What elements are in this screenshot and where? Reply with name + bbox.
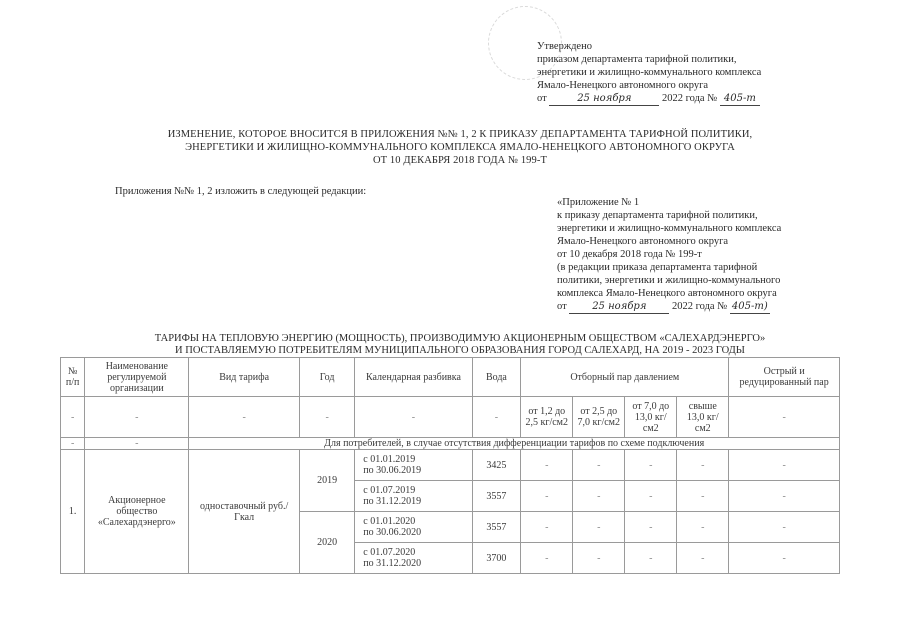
dash-cell: - — [85, 438, 189, 450]
tariff-table — [60, 357, 840, 574]
water-value: 3700 — [472, 543, 521, 574]
header-steam: Отборный пар давлением — [521, 358, 729, 397]
annex-line: от 10 декабря 2018 года № 199-т — [557, 249, 702, 260]
dash-cell: - — [677, 481, 729, 512]
dash-cell: - — [299, 397, 354, 438]
year-cell: 2020 — [299, 512, 354, 574]
year-cell: 2019 — [299, 450, 354, 512]
approval-year-text: 2022 года № — [661, 93, 718, 104]
title-line: ЭНЕРГЕТИКИ И ЖИЛИЩНО-КОММУНАЛЬНОГО КОМПЛЕКСА ЯМАЛО-НЕНЕЦКОГО АВТОНОМНОГО ОКРУГА — [185, 142, 735, 153]
annex-line: Ямало-Ненецкого автономного округа — [557, 236, 729, 247]
annex-line: «Приложение № 1 — [557, 197, 640, 208]
period-to: по 30.06.2019 — [363, 465, 422, 476]
dash-cell: - — [729, 397, 840, 438]
dash-cell: - — [85, 397, 189, 438]
period-to: по 31.12.2020 — [363, 558, 422, 569]
table-title-line: И ПОСТАВЛЯЕМУЮ ПОТРЕБИТЕЛЯМ МУНИЦИПАЛЬНОГО ОБРАЗОВАНИЯ ГОРОД САЛЕХАРД, НА 2019 - 2023 ГОДЫ — [175, 345, 745, 356]
annex-date-handwritten: 25 ноября — [569, 300, 669, 314]
dash-cell: - — [729, 481, 840, 512]
dash-cell: - — [729, 512, 840, 543]
dash-cell: - — [61, 397, 85, 438]
title-line: ОТ 10 ДЕКАБРЯ 2018 ГОДА № 199-Т — [372, 155, 547, 166]
intro-text: Приложения №№ 1, 2 изложить в следующей редакции: — [115, 186, 367, 197]
annex-date-line — [557, 300, 877, 314]
approval-line: Утверждено — [537, 41, 592, 52]
period-to: по 30.06.2020 — [363, 527, 422, 538]
dash-cell: - — [677, 543, 729, 574]
annex-line: комплекса Ямало-Ненецкого автономного округа — [557, 288, 777, 299]
dash-cell: - — [729, 450, 840, 481]
org-name: Акционерное общество «Салехардэнерго» — [85, 450, 189, 574]
header-tariff-type: Вид тарифа — [189, 358, 300, 397]
dash-cell: - — [625, 481, 677, 512]
approval-date-prefix: от — [537, 93, 547, 104]
title-line: ИЗМЕНЕНИЕ, КОТОРОЕ ВНОСИТСЯ В ПРИЛОЖЕНИЯ №№ 1, 2 К ПРИКАЗУ ДЕПАРТАМЕНТА ТАРИФНОЙ ПОЛИТИКИ, — [167, 129, 753, 140]
pressure-range-2: от 2,5 до 7,0 кг/см2 — [573, 397, 625, 438]
header-year: Год — [299, 358, 354, 397]
header-num: № п/п — [61, 358, 85, 397]
calendar-period — [355, 481, 472, 512]
calendar-period — [355, 543, 472, 574]
table-title — [60, 333, 860, 357]
dash-cell: - — [521, 512, 573, 543]
annex-line: политики, энергетики и жилищно-коммунального — [557, 275, 781, 286]
pressure-range-4: свыше 13,0 кг/см2 — [677, 397, 729, 438]
annex-year-text: 2022 года № — [671, 301, 728, 312]
dash-cell: - — [61, 438, 85, 450]
pressure-row — [61, 397, 840, 438]
dash-cell: - — [573, 481, 625, 512]
calendar-period — [355, 512, 472, 543]
water-value: 3557 — [472, 481, 521, 512]
annex-date-prefix: от — [557, 301, 567, 312]
approval-line: энергетики и жилищно-коммунального комплекса — [537, 67, 762, 78]
dash-cell: - — [521, 543, 573, 574]
approval-block — [537, 40, 877, 106]
dash-cell: - — [573, 543, 625, 574]
period-from: с 01.07.2020 — [363, 547, 416, 558]
calendar-period — [355, 450, 472, 481]
approval-line: Ямало-Ненецкого автономного округа — [537, 80, 709, 91]
approval-number-handwritten: 405-т — [720, 92, 760, 106]
annex-block — [557, 196, 877, 314]
dash-cell: - — [472, 397, 521, 438]
water-value: 3425 — [472, 450, 521, 481]
header-water: Вода — [472, 358, 521, 397]
pressure-range-3: от 7,0 до 13,0 кг/см2 — [625, 397, 677, 438]
header-sharp-steam: Острый и редуцированный пар — [729, 358, 840, 397]
annex-line: (в редакции приказа департамента тарифной — [557, 262, 758, 273]
approval-date-handwritten: 25 ноября — [549, 92, 659, 106]
annex-line: к приказу департамента тарифной политики, — [557, 210, 758, 221]
annex-line: энергетики и жилищно-коммунального комплекса — [557, 223, 782, 234]
period-from: с 01.07.2019 — [363, 485, 416, 496]
header-calendar: Календарная разбивка — [355, 358, 472, 397]
dash-cell: - — [573, 450, 625, 481]
header-org: Наименование регулируемой организации — [85, 358, 189, 397]
pressure-range-1: от 1,2 до 2,5 кг/см2 — [521, 397, 573, 438]
table-row — [61, 450, 840, 481]
approval-line: приказом департамента тарифной политики, — [537, 54, 737, 65]
dash-cell: - — [521, 450, 573, 481]
period-to: по 31.12.2019 — [363, 496, 422, 507]
dash-cell: - — [573, 512, 625, 543]
dash-cell: - — [625, 512, 677, 543]
water-value: 3557 — [472, 512, 521, 543]
period-from: с 01.01.2020 — [363, 516, 416, 527]
dash-cell: - — [625, 450, 677, 481]
period-from: с 01.01.2019 — [363, 454, 416, 465]
table-title-line: ТАРИФЫ НА ТЕПЛОВУЮ ЭНЕРГИЮ (МОЩНОСТЬ), ПРОИЗВОДИМУЮ АКЦИОНЕРНЫМ ОБЩЕСТВОМ «САЛЕХАРДЭНЕРГО» — [154, 333, 766, 344]
annex-number-handwritten: 405-т) — [730, 300, 770, 314]
dash-cell: - — [677, 450, 729, 481]
tariff-type-value: одноставочный руб./Гкал — [189, 450, 300, 574]
dash-cell: - — [189, 397, 300, 438]
document-title — [60, 128, 860, 167]
dash-cell: - — [521, 481, 573, 512]
dash-cell: - — [625, 543, 677, 574]
header-row — [61, 358, 840, 397]
approval-date-line — [537, 92, 877, 106]
dash-cell: - — [729, 543, 840, 574]
row-number: 1. — [61, 450, 85, 574]
dash-cell: - — [677, 512, 729, 543]
section-row — [61, 438, 840, 450]
dash-cell: - — [355, 397, 472, 438]
section-label: Для потребителей, в случае отсутствия дифференциации тарифов по схеме подключения — [189, 438, 840, 450]
